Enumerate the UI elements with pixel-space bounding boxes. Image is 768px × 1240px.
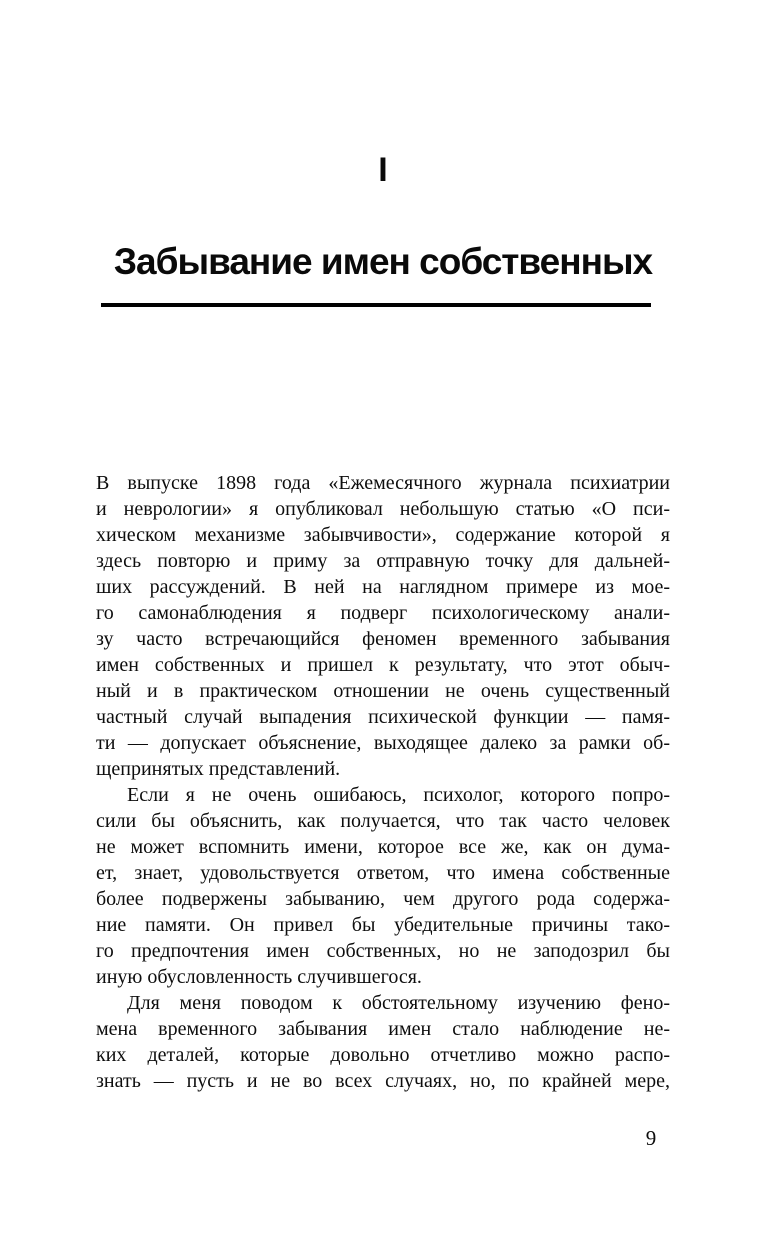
chapter-number: I	[378, 151, 388, 189]
text-line: мена временного забывания имен стало наблюдение не-	[96, 1018, 670, 1040]
text-line: не может вспомнить имени, которое все же, как он дума-	[96, 836, 670, 858]
text-line: и неврологии» я опубликовал небольшую статью «О пси-	[96, 498, 670, 520]
text-line: ти — допускает объяснение, выходящее далеко за рамки об-	[96, 732, 670, 754]
chapter-title: Забывание имен собственных	[113, 241, 653, 282]
text-line: ет, знает, удовольствуется ответом, что имена собственные	[96, 862, 670, 884]
text-line: го самонаблюдения я подверг психологическому анали-	[96, 602, 670, 624]
text-line: ких деталей, которые довольно отчетливо можно распо-	[96, 1044, 670, 1066]
text-line: иную обусловленность случившегося.	[96, 966, 422, 988]
text-line: здесь повторю и приму за отправную точку для дальней-	[96, 550, 670, 572]
paragraph	[96, 470, 670, 782]
text-line: ших рассуждений. В ней на наглядном примере из мое-	[96, 576, 670, 598]
paragraph	[96, 782, 670, 990]
text-line: Для меня поводом к обстоятельному изучению фено-	[127, 992, 670, 1014]
text-line: ный и в практическом отношении не очень существенный	[96, 680, 670, 702]
text-line: знать — пусть и не во всех случаях, но, по крайней мере,	[96, 1070, 670, 1092]
text-line: более подвержены забыванию, чем другого рода содержа-	[96, 888, 670, 910]
text-line: го предпочтения имен собственных, но не заподозрил бы	[96, 940, 670, 962]
text-line: зу часто встречающийся феномен временного забывания	[96, 628, 670, 650]
text-column	[96, 0, 670, 1240]
text-line: хическом механизме забывчивости», содержание которой я	[96, 524, 670, 546]
text-line: сили бы объяснить, как получается, что так часто человек	[96, 810, 670, 832]
title-divider-rule	[101, 303, 651, 307]
text-line: частный случай выпадения психической функции — памя-	[96, 706, 670, 728]
text-line: имен собственных и пришел к результату, что этот обыч-	[96, 654, 670, 676]
paragraph	[96, 990, 670, 1094]
text-line: В выпуске 1898 года «Ежемесячного журнала психиатрии	[96, 472, 670, 494]
page-number: 9	[645, 1126, 657, 1150]
text-line: ние памяти. Он привел бы убедительные причины тако-	[96, 914, 670, 936]
body-text	[96, 470, 670, 1094]
text-line: Если я не очень ошибаюсь, психолог, которого попро-	[127, 784, 670, 806]
text-line: щепринятых представлений.	[96, 758, 341, 780]
